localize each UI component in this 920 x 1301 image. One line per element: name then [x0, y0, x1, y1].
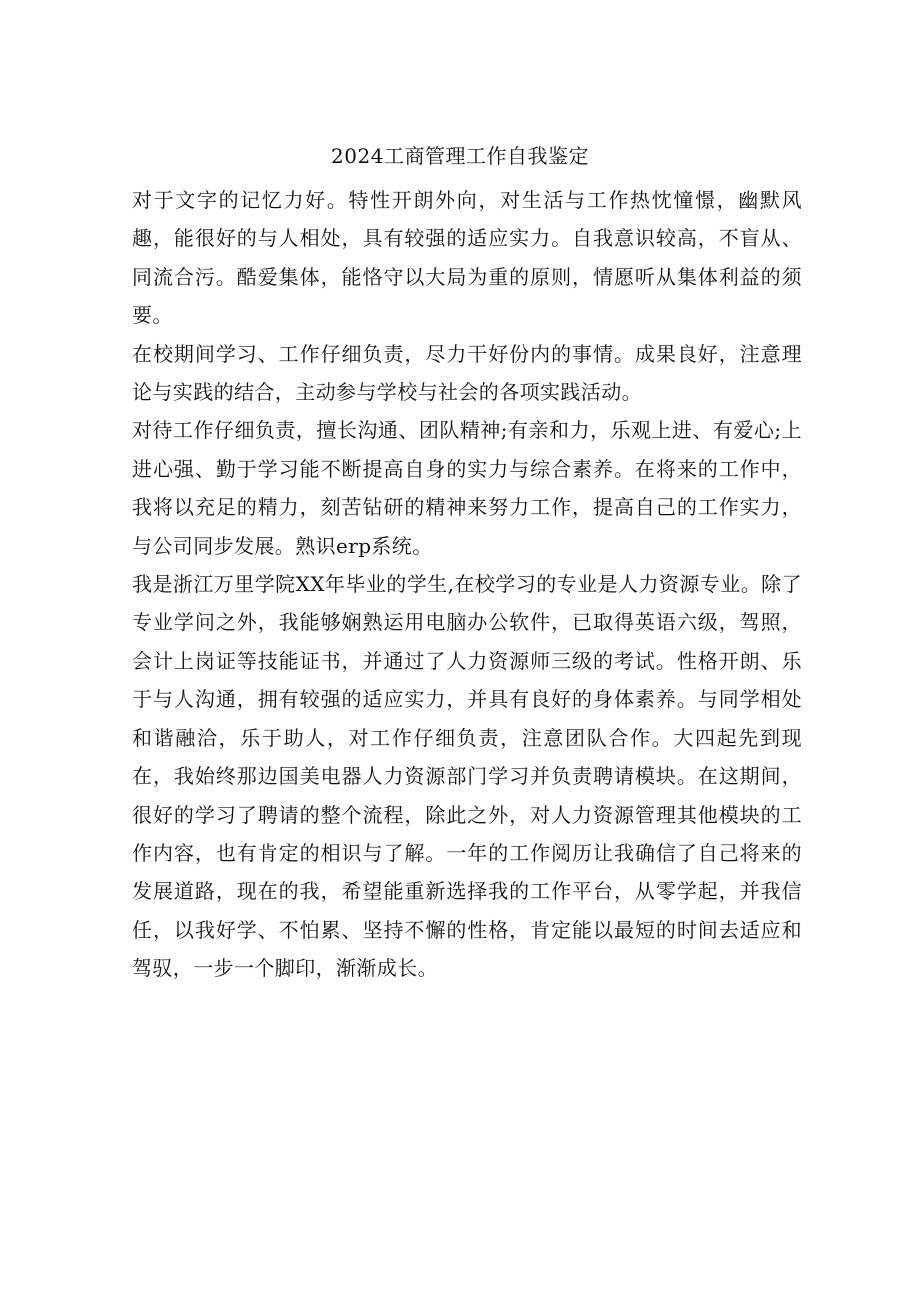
paragraph-school-study: 在校期间学习、工作仔细负责，尽力干好份内的事情。成果良好，注意理论与实践的结合，主动参与学校与社会的各项实践活动。 — [132, 341, 802, 405]
document-title: 2024工商管理工作自我鉴定 — [331, 144, 589, 168]
paragraph-background-experience: 我是浙江万里学院XX年毕业的学生,在校学习的专业是人力资源专业。除了专业学问之外，我能够娴熟运用电脑办公软件，已取得英语六级，驾照，会计上岗证等技能证书，并通过了人力资源师三级的考试。性格开朗、乐于与人沟通，拥有较强的适应实力，并具有良好的身体素养。与同学相处和谐融洽，乐于助人，对工作仔细负责，注意团队合作。大四起先到现在，我始终那边国美电器人力资源部门学习并负责聘请模块。在这期间，很好的学习了聘请的整个流程，除此之外，对人力资源管理其他模块的工作内容，也有肯定的相识与了解。一年的工作阅历让我确信了自己将来的发展道路，现在的我，希望能重新选择我的工作平台，从零学起，并我信任，以我好学、不怕累、坚持不懈的性格，肯定能以最短的时间去适应和驾驭，一步一个脚印，渐渐成长。 — [132, 572, 802, 981]
paragraph-self-traits: 对于文字的记忆力好。特性开朗外向，对生活与工作热忱憧憬，幽默风趣，能很好的与人相处，具有较强的适应实力。自我意识较高，不盲从、同流合污。酷爱集体，能恪守以大局为重的原则，情愿听从集体利益的须要。 — [132, 188, 802, 328]
paragraph-work-attitude: 对待工作仔细负责，擅长沟通、团队精神;有亲和力，乐观上进、有爱心;上进心强、勤于学习能不断提高自身的实力与综合素养。在将来的工作中，我将以充足的精力，刻苦钻研的精神来努力工作，提高自己的工作实力，与公司同步发展。熟识erp系统。 — [132, 418, 802, 558]
document-body — [132, 181, 802, 988]
